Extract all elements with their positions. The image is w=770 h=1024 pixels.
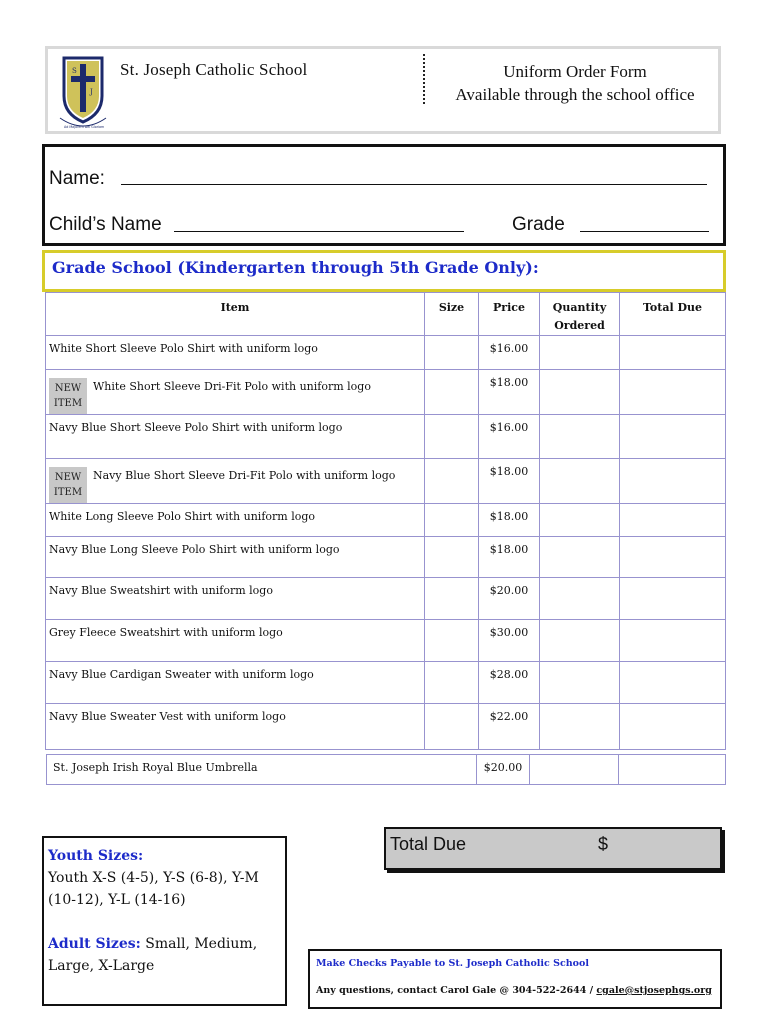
youth-sizes-label: Youth Sizes: — [48, 848, 144, 864]
table-row — [47, 755, 726, 785]
size-cell[interactable] — [425, 578, 479, 620]
total-cell[interactable] — [620, 578, 726, 620]
size-cell[interactable] — [425, 704, 479, 750]
item-cell: White Short Sleeve Polo Shirt with uniform logo — [46, 336, 425, 370]
school-crest-icon — [58, 52, 108, 132]
contact-email-link[interactable]: cgale@stjosephgs.org — [596, 985, 712, 996]
header-total: Total Due — [620, 293, 726, 336]
price-cell: $28.00 — [479, 662, 540, 704]
header-quantity-line2: Ordered — [554, 319, 605, 332]
total-cell[interactable] — [620, 336, 726, 370]
form-title: Uniform Order Form — [503, 62, 647, 81]
item-cell — [46, 370, 425, 415]
price-cell: $20.00 — [479, 578, 540, 620]
item-cell: Navy Blue Long Sleeve Polo Shirt with uniform logo — [46, 537, 425, 578]
quantity-cell[interactable] — [540, 504, 620, 537]
table-row — [46, 504, 726, 537]
header-quantity-line1: Quantity — [552, 301, 607, 314]
item-cell: Navy Blue Cardigan Sweater with uniform logo — [46, 662, 425, 704]
table-row — [46, 704, 726, 750]
quantity-cell[interactable] — [540, 370, 620, 415]
total-cell[interactable] — [620, 704, 726, 750]
price-cell: $22.00 — [479, 704, 540, 750]
crest-motto: Ad Majorem Dei Gloriam — [64, 125, 105, 129]
table-row — [46, 662, 726, 704]
new-item-badge: NEW ITEM — [49, 378, 87, 414]
school-name: St. Joseph Catholic School — [120, 60, 308, 79]
table-row — [46, 620, 726, 662]
form-title-block — [440, 60, 710, 106]
child-name-field[interactable] — [174, 231, 464, 232]
new-item-badge: NEW ITEM — [49, 467, 87, 503]
adult-sizes-text: Small, Medium, Large, X-Large — [48, 936, 258, 974]
quantity-cell[interactable] — [530, 755, 619, 785]
quantity-cell[interactable] — [540, 620, 620, 662]
item-cell: White Long Sleeve Polo Shirt with uniform logo — [46, 504, 425, 537]
price-cell: $16.00 — [479, 415, 540, 459]
total-cell[interactable] — [620, 662, 726, 704]
order-table — [45, 292, 726, 750]
name-label: Name: — [49, 168, 105, 189]
total-cell[interactable] — [619, 755, 726, 785]
contact-label: Any questions, contact Carol Gale @ 304-522-2644 / — [316, 985, 597, 996]
crest-letter-s: S — [72, 67, 77, 75]
size-cell[interactable] — [425, 459, 479, 504]
item-label: Navy Blue Short Sleeve Dri-Fit Polo with uniform logo — [93, 469, 396, 482]
total-due-label: Total Due — [390, 834, 467, 854]
header-item: Item — [46, 293, 425, 336]
quantity-cell[interactable] — [540, 578, 620, 620]
item-cell — [46, 459, 425, 504]
umbrella-table — [46, 754, 726, 785]
table-row — [46, 459, 726, 504]
size-cell[interactable] — [425, 415, 479, 459]
quantity-cell[interactable] — [540, 704, 620, 750]
checks-payable-text: Make Checks Payable to St. Joseph Catholic School — [316, 958, 589, 969]
quantity-cell[interactable] — [540, 537, 620, 578]
youth-sizes-text: Youth X-S (4-5), Y-S (6-8), Y-M (10-12), Y-L (14-16) — [48, 870, 259, 908]
item-cell: Navy Blue Sweatshirt with uniform logo — [46, 578, 425, 620]
total-cell[interactable] — [620, 459, 726, 504]
header-quantity — [540, 293, 620, 336]
size-cell[interactable] — [425, 504, 479, 537]
item-label: White Short Sleeve Dri-Fit Polo with uniform logo — [93, 380, 371, 393]
adult-sizes-label: Adult Sizes: — [48, 936, 141, 952]
price-cell: $18.00 — [479, 459, 540, 504]
price-cell: $18.00 — [479, 504, 540, 537]
table-row — [46, 415, 726, 459]
header-price: Price — [479, 293, 540, 336]
total-cell[interactable] — [620, 370, 726, 415]
total-due-value[interactable]: $ — [598, 834, 609, 854]
total-cell[interactable] — [620, 620, 726, 662]
contact-text — [316, 985, 712, 996]
quantity-cell[interactable] — [540, 415, 620, 459]
child-name-label: Child’s Name — [49, 214, 162, 235]
size-cell[interactable] — [425, 336, 479, 370]
total-cell[interactable] — [620, 537, 726, 578]
grade-label: Grade — [512, 214, 565, 235]
table-row — [46, 537, 726, 578]
form-subtitle: Available through the school office — [455, 85, 695, 104]
size-cell[interactable] — [425, 662, 479, 704]
price-cell: $18.00 — [479, 537, 540, 578]
total-cell[interactable] — [620, 415, 726, 459]
crest-letter-j: J — [90, 88, 93, 96]
header-size: Size — [425, 293, 479, 336]
grade-field[interactable] — [580, 231, 709, 232]
size-cell[interactable] — [425, 537, 479, 578]
sizes-info — [48, 845, 284, 977]
quantity-cell[interactable] — [540, 662, 620, 704]
table-row — [46, 370, 726, 415]
size-cell[interactable] — [425, 620, 479, 662]
table-header-row — [46, 293, 726, 336]
total-cell[interactable] — [620, 504, 726, 537]
header-divider — [423, 54, 425, 104]
table-row — [46, 336, 726, 370]
price-cell: $30.00 — [479, 620, 540, 662]
section-title: Grade School (Kindergarten through 5th Grade Only): — [52, 258, 539, 277]
quantity-cell[interactable] — [540, 459, 620, 504]
item-cell: Navy Blue Sweater Vest with uniform logo — [46, 704, 425, 750]
price-cell: $18.00 — [479, 370, 540, 415]
item-cell: St. Joseph Irish Royal Blue Umbrella — [47, 755, 477, 785]
price-cell: $20.00 — [477, 755, 530, 785]
size-cell[interactable] — [425, 370, 479, 415]
price-cell: $16.00 — [479, 336, 540, 370]
item-cell: Navy Blue Short Sleeve Polo Shirt with uniform logo — [46, 415, 425, 459]
table-row — [46, 578, 726, 620]
item-cell: Grey Fleece Sweatshirt with uniform logo — [46, 620, 425, 662]
quantity-cell[interactable] — [540, 336, 620, 370]
name-field[interactable] — [121, 184, 707, 185]
